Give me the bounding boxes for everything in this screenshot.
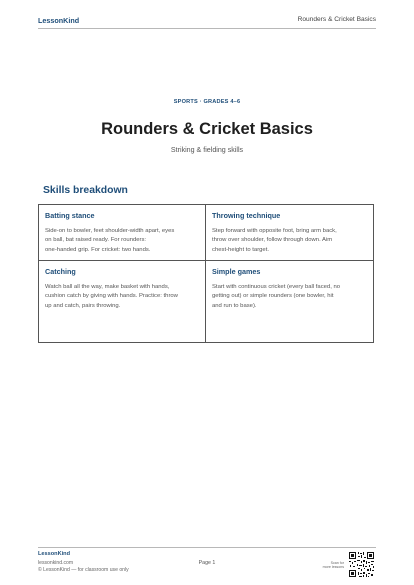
skill-card-text bbox=[212, 227, 367, 255]
skill-card-batting bbox=[39, 205, 206, 261]
qr-caption bbox=[316, 561, 344, 570]
skill-card-line: up and catch, pairs throwing. bbox=[45, 302, 121, 309]
page-number: Page 1 bbox=[198, 560, 216, 566]
skill-card-title: Batting stance bbox=[45, 211, 95, 220]
subject-kicker: SPORTS · GRADES 4–6 bbox=[173, 99, 241, 105]
header-doc-title: Rounders & Cricket Basics bbox=[297, 16, 376, 23]
footer-site-link[interactable]: lessonkind.com bbox=[38, 560, 74, 566]
skill-card-line: cushion catch by giving with hands. Practice: throw bbox=[45, 293, 178, 300]
skill-card-line: Side-on to bowler, feet shoulder-width apart, eyes bbox=[45, 228, 175, 234]
skill-card-line: chest-height to target. bbox=[212, 246, 269, 253]
skill-card-title: Catching bbox=[45, 267, 76, 276]
page-title: Rounders & Cricket Basics bbox=[101, 120, 313, 138]
skill-card-line: Start with continuous cricket (every ball faced, no bbox=[212, 284, 341, 290]
skill-card-text bbox=[212, 283, 367, 311]
skill-card-title: Simple games bbox=[212, 267, 261, 276]
qr-code-icon[interactable] bbox=[348, 551, 375, 578]
section-heading: Skills breakdown bbox=[43, 185, 128, 196]
page-subtitle: Striking & fielding skills bbox=[170, 146, 244, 154]
qr-caption-line: more lessons bbox=[322, 565, 344, 570]
skill-card-text bbox=[45, 283, 199, 311]
skill-card-line: throw over shoulder, follow through down. Aim bbox=[212, 237, 333, 244]
skill-card-line: getting out) or simple rounders (one bowler, hit bbox=[212, 293, 334, 300]
page-header bbox=[0, 10, 414, 28]
skill-card-throwing bbox=[206, 205, 373, 261]
qr-caption-line: Scan for bbox=[330, 561, 344, 565]
header-brand: LessonKind bbox=[38, 16, 80, 25]
skill-card-line: on ball, bat raised ready. For rounders: bbox=[45, 237, 147, 244]
skill-card-line: Watch ball all the way, make basket with hands, bbox=[45, 284, 170, 290]
skills-table bbox=[38, 204, 374, 343]
skill-card-text bbox=[45, 227, 199, 255]
skill-card-line: Step forward with opposite foot, bring arm back, bbox=[212, 228, 337, 234]
footer-copyright: © LessonKind — for classroom use only bbox=[38, 567, 129, 573]
header-divider bbox=[38, 28, 376, 29]
footer-brand: LessonKind bbox=[38, 551, 71, 557]
skill-card-catching bbox=[39, 261, 206, 342]
skill-card-title: Throwing technique bbox=[212, 211, 281, 220]
skill-card-games bbox=[206, 261, 373, 342]
footer-divider bbox=[38, 547, 376, 548]
skill-card-line: one-handed grip. For cricket: two hands. bbox=[45, 246, 151, 253]
skill-card-line: and run to base). bbox=[212, 302, 257, 309]
